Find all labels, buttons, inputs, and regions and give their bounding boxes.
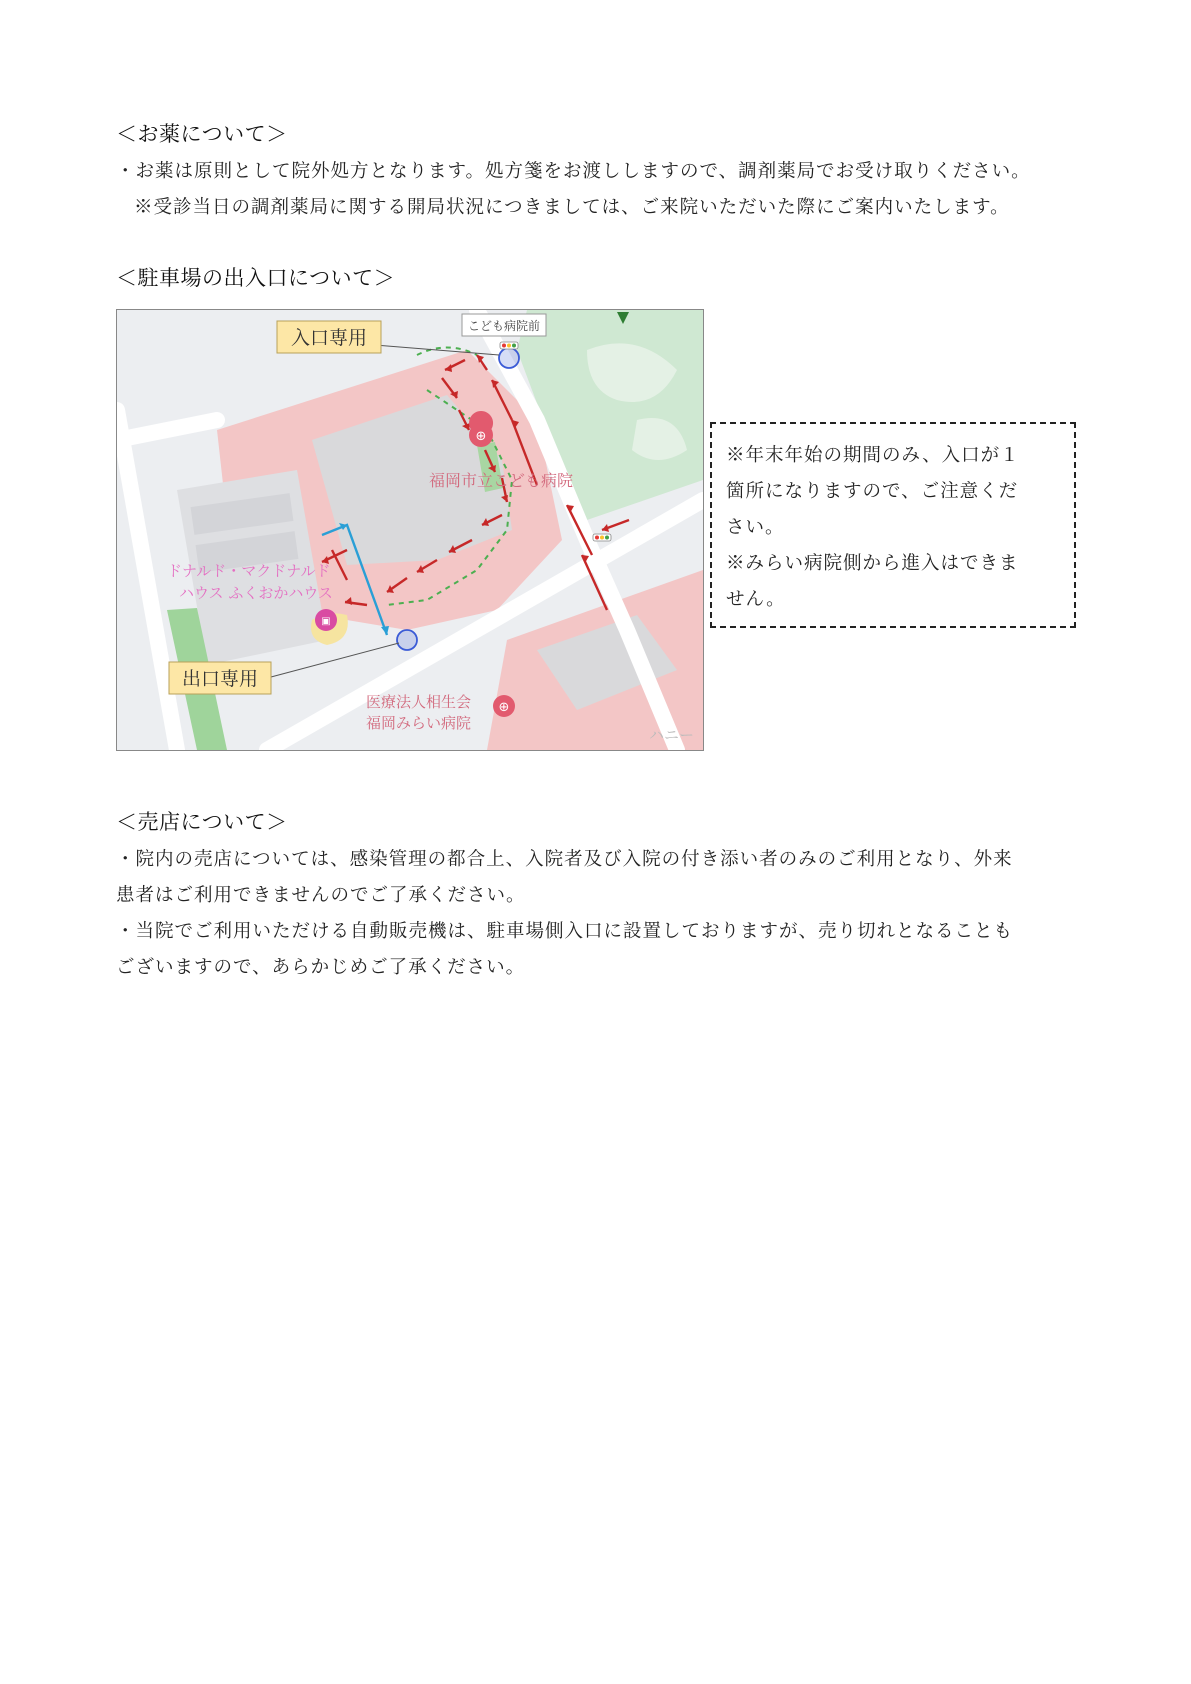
shop-heading: ＜売店について＞ <box>116 810 288 834</box>
note-line: ※みらい病院側から進入はできま <box>726 553 1019 574</box>
hospital-label: 福岡市立こども病院 <box>429 471 574 490</box>
note-line: さい。 <box>726 517 785 538</box>
ronald-label-1: ドナルド・マクドナルド <box>167 562 331 580</box>
entrance-label: 入口専用 <box>290 327 368 349</box>
house-pin-icon <box>315 609 337 631</box>
note-line: ※年末年始の期間のみ、入口が１ <box>726 445 1020 466</box>
svg-text:▣: ▣ <box>321 616 331 627</box>
shop-line-2: 患者はご利用できませんのでご了承ください。 <box>116 885 526 906</box>
exit-label: 出口専用 <box>181 668 259 690</box>
svg-text:⊕: ⊕ <box>475 429 487 444</box>
shop-line-4: ございますので、あらかじめご了承ください。 <box>116 957 526 978</box>
mirai-pin-icon <box>493 695 515 717</box>
exit-marker <box>397 630 417 650</box>
entrance-marker <box>499 348 519 368</box>
traffic-signal-icon <box>593 534 611 541</box>
parking-map <box>116 309 704 751</box>
mirai-label-2: 福岡みらい病院 <box>366 714 472 732</box>
shop-line-1: ・院内の売店については、感染管理の都合上、入院者及び入院の付き添い者のみのご利用となり、外来 <box>116 849 1013 870</box>
corner-label: ハニー <box>649 726 695 744</box>
medicine-line-1: ・お薬は原則として院外処方となります。処方箋をお渡ししますので、調剤薬局でお受け取りください。 <box>116 161 1031 182</box>
parking-note-box <box>710 422 1076 628</box>
signal-label: こども病院前 <box>467 319 541 333</box>
shop-line-3: ・当院でご利用いただける自動販売機は、駐車場側入口に設置しておりますが、売り切れとなることも <box>116 921 1014 942</box>
medicine-heading: ＜お薬について＞ <box>116 122 288 146</box>
note-line: せん。 <box>726 589 786 610</box>
parking-heading: ＜駐車場の出入口について＞ <box>116 266 396 290</box>
note-line: 箇所になりますので、ご注意くだ <box>726 481 1019 502</box>
ronald-label-2: ハウス ふくおかハウス <box>179 584 333 602</box>
medicine-line-2: ※受診当日の調剤薬局に関する開局状況につきましては、ご来院いただいた際にご案内いたします。 <box>134 197 1010 218</box>
mirai-label-1: 医療法人相生会 <box>366 693 472 711</box>
svg-text:⊕: ⊕ <box>498 700 510 715</box>
traffic-signal-icon <box>500 342 518 349</box>
